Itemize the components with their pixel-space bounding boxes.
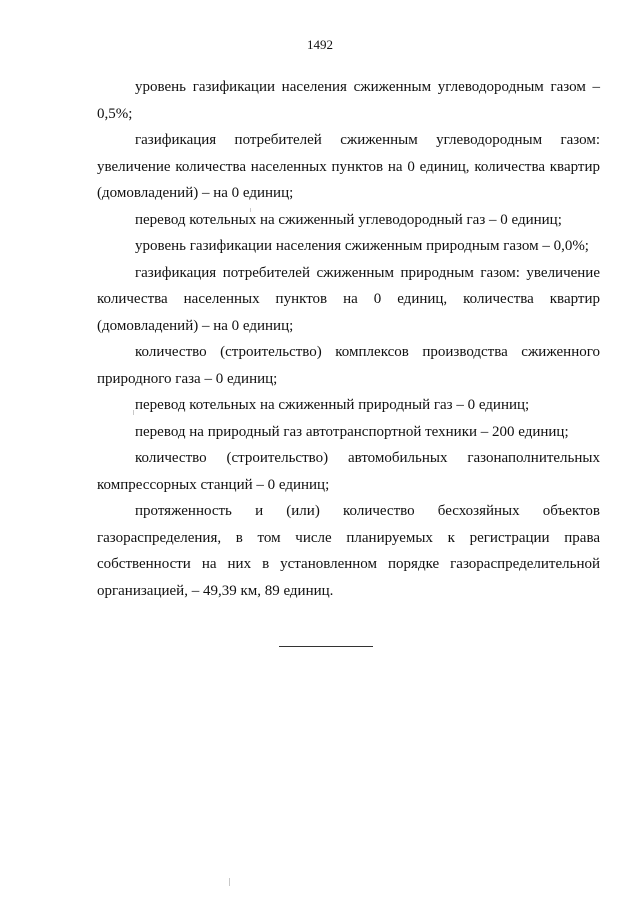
paragraph-lpg-gasification-level: уровень газификации населения сжиженным углеводородным газом – 0,5%; <box>97 79 600 122</box>
paragraph-ownerless-objects: протяженность и (или) количество бесхозяйных объектов газораспределения, в том числе планируемых к регистрации права собственности на них в установленном порядке газораспределительной организацией, – 49,39 км, 89 единиц. <box>97 503 600 599</box>
paragraph-vehicle-conversion: перевод на природный газ автотранспортной техники – 200 единиц; <box>135 423 569 440</box>
page-number: 1492 <box>307 37 333 52</box>
scan-speck <box>229 878 230 886</box>
scan-speck <box>250 208 251 212</box>
paragraph-lng-boilers: перевод котельных на сжиженный природный газ – 0 единиц; <box>135 397 530 413</box>
paragraph-lng-gasification-level: уровень газификации населения сжиженным природным газом – 0,0%; <box>135 238 589 254</box>
document-body <box>97 74 600 604</box>
paragraph-lng-complexes: количество (строительство) комплексов производства сжиженного природного газа – 0 единиц; <box>97 344 600 387</box>
end-divider <box>279 646 373 647</box>
paragraph-lpg-boilers: перевод котельных на сжиженный углеводородный газ – 0 единиц; <box>135 211 562 228</box>
paragraph-lng-consumers: газификация потребителей сжиженным природным газом: увеличение количества населенных пунктов на 0 единиц, количества квартир (домовладений) – на 0 единиц; <box>97 264 600 334</box>
paragraph-lpg-consumers: газификация потребителей сжиженным углеводородным газом: увеличение количества населенных пунктов на 0 единиц, количества квартир (домовладений) – на 0 единиц; <box>97 132 600 201</box>
paragraph-filling-stations: количество (строительство) автомобильных газонаполнительных компрессорных станций – 0 единиц; <box>97 450 600 493</box>
scan-speck <box>133 410 134 415</box>
